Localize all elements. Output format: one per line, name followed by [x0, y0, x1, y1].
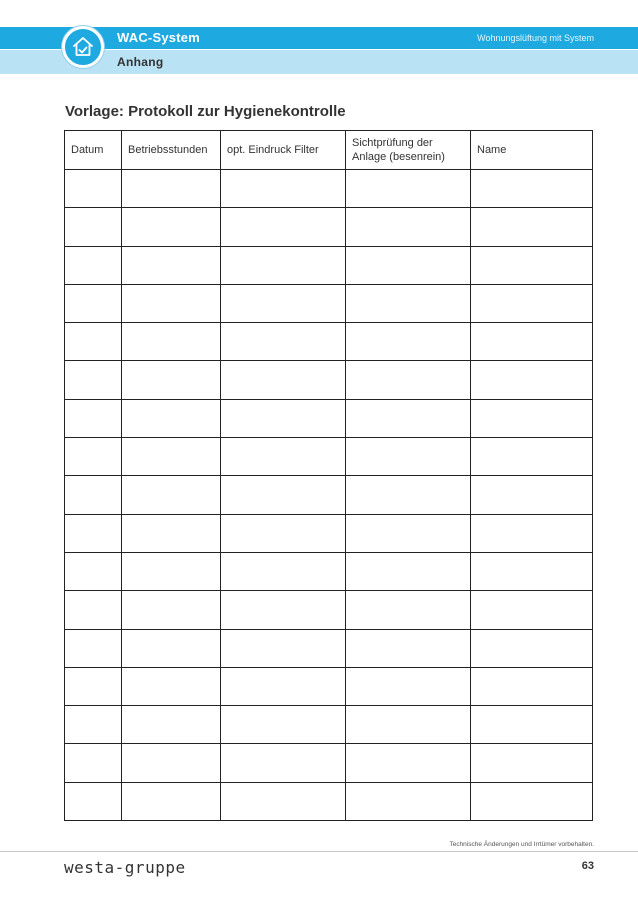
table-row: [65, 323, 593, 361]
column-header-visual-inspection-line2: Anlage (besenrein): [352, 151, 445, 163]
table-row: [65, 399, 593, 437]
table-header-row: [65, 131, 593, 170]
page-number: 63: [581, 860, 594, 872]
table-cell: [65, 706, 122, 744]
table-cell: [122, 361, 221, 399]
table-cell: [65, 246, 122, 284]
table-cell: [65, 476, 122, 514]
table-cell: [346, 246, 471, 284]
table-row: [65, 361, 593, 399]
table-cell: [122, 552, 221, 590]
hygiene-protocol-table: [64, 130, 593, 821]
table-row: [65, 629, 593, 667]
house-check-icon: [71, 35, 95, 59]
table-cell: [221, 361, 346, 399]
table-cell: [221, 170, 346, 208]
table-body: [65, 170, 593, 821]
table-cell: [65, 514, 122, 552]
table-cell: [65, 284, 122, 322]
table-cell: [65, 552, 122, 590]
table-cell: [346, 706, 471, 744]
table-row: [65, 667, 593, 705]
table-cell: [346, 208, 471, 246]
table-cell: [346, 782, 471, 820]
table-cell: [346, 284, 471, 322]
table-row: [65, 552, 593, 590]
column-header-date: Datum: [65, 131, 122, 170]
table-cell: [122, 246, 221, 284]
table-cell: [471, 284, 593, 322]
table-cell: [122, 706, 221, 744]
table-cell: [65, 438, 122, 476]
table-cell: [221, 744, 346, 782]
table-cell: [221, 399, 346, 437]
table-cell: [65, 323, 122, 361]
table-cell: [471, 361, 593, 399]
section-label: Anhang: [117, 55, 164, 69]
table-cell: [471, 438, 593, 476]
table-cell: [221, 552, 346, 590]
page-title: Vorlage: Protokoll zur Hygienekontrolle: [65, 103, 346, 120]
table-cell: [346, 170, 471, 208]
table-cell: [221, 246, 346, 284]
table-row: [65, 591, 593, 629]
disclaimer: Technische Änderungen und Irrtümer vorbehalten.: [449, 841, 594, 848]
table-cell: [65, 208, 122, 246]
column-header-name: Name: [471, 131, 593, 170]
table-cell: [221, 438, 346, 476]
table-row: [65, 514, 593, 552]
app-title: WAC-System: [117, 30, 200, 45]
table-cell: [122, 284, 221, 322]
table-row: [65, 170, 593, 208]
table-row: [65, 208, 593, 246]
table-cell: [122, 629, 221, 667]
table-cell: [471, 667, 593, 705]
table-cell: [346, 361, 471, 399]
table-cell: [122, 667, 221, 705]
table-row: [65, 782, 593, 820]
table-cell: [122, 208, 221, 246]
table-cell: [122, 514, 221, 552]
table-cell: [346, 514, 471, 552]
table-row: [65, 744, 593, 782]
table-row: [65, 706, 593, 744]
table-cell: [471, 323, 593, 361]
table-cell: [221, 323, 346, 361]
table-cell: [221, 514, 346, 552]
table-cell: [65, 744, 122, 782]
table-cell: [65, 667, 122, 705]
table-cell: [221, 782, 346, 820]
table-cell: [346, 399, 471, 437]
table-cell: [221, 667, 346, 705]
table-cell: [65, 629, 122, 667]
table-cell: [221, 706, 346, 744]
table-cell: [122, 323, 221, 361]
table-cell: [221, 476, 346, 514]
table-cell: [65, 361, 122, 399]
table-cell: [122, 782, 221, 820]
table-cell: [471, 591, 593, 629]
brand-logo-text: westa-gruppe: [64, 858, 186, 877]
header-tagline: Wohnungslüftung mit System: [477, 33, 594, 43]
table-cell: [471, 782, 593, 820]
footer-divider: [0, 851, 638, 852]
table-cell: [65, 399, 122, 437]
table-cell: [221, 208, 346, 246]
table-cell: [346, 591, 471, 629]
table-cell: [122, 399, 221, 437]
table-cell: [346, 552, 471, 590]
table-cell: [122, 438, 221, 476]
table-cell: [221, 591, 346, 629]
table-cell: [122, 744, 221, 782]
table-row: [65, 246, 593, 284]
table-cell: [346, 667, 471, 705]
table-cell: [471, 514, 593, 552]
table-cell: [471, 246, 593, 284]
table-cell: [471, 208, 593, 246]
column-header-visual-inspection-line1: Sichtprüfung der: [352, 137, 433, 149]
table-row: [65, 284, 593, 322]
table-cell: [471, 629, 593, 667]
table-cell: [471, 476, 593, 514]
table-cell: [221, 629, 346, 667]
table-cell: [346, 476, 471, 514]
table-cell: [471, 706, 593, 744]
table-cell: [471, 399, 593, 437]
table-cell: [346, 629, 471, 667]
table-cell: [122, 476, 221, 514]
table-cell: [471, 170, 593, 208]
table-cell: [346, 323, 471, 361]
table-row: [65, 438, 593, 476]
table-cell: [65, 782, 122, 820]
column-header-operating-hours: Betriebsstunden: [122, 131, 221, 170]
table-cell: [65, 170, 122, 208]
logo: [62, 26, 104, 68]
table-cell: [65, 591, 122, 629]
table-cell: [471, 552, 593, 590]
table-cell: [122, 170, 221, 208]
table-cell: [346, 744, 471, 782]
table-cell: [122, 591, 221, 629]
column-header-visual-inspection: [346, 131, 471, 170]
column-header-filter-impression: opt. Eindruck Filter: [221, 131, 346, 170]
table-cell: [471, 744, 593, 782]
table-cell: [221, 284, 346, 322]
table-cell: [346, 438, 471, 476]
table-row: [65, 476, 593, 514]
